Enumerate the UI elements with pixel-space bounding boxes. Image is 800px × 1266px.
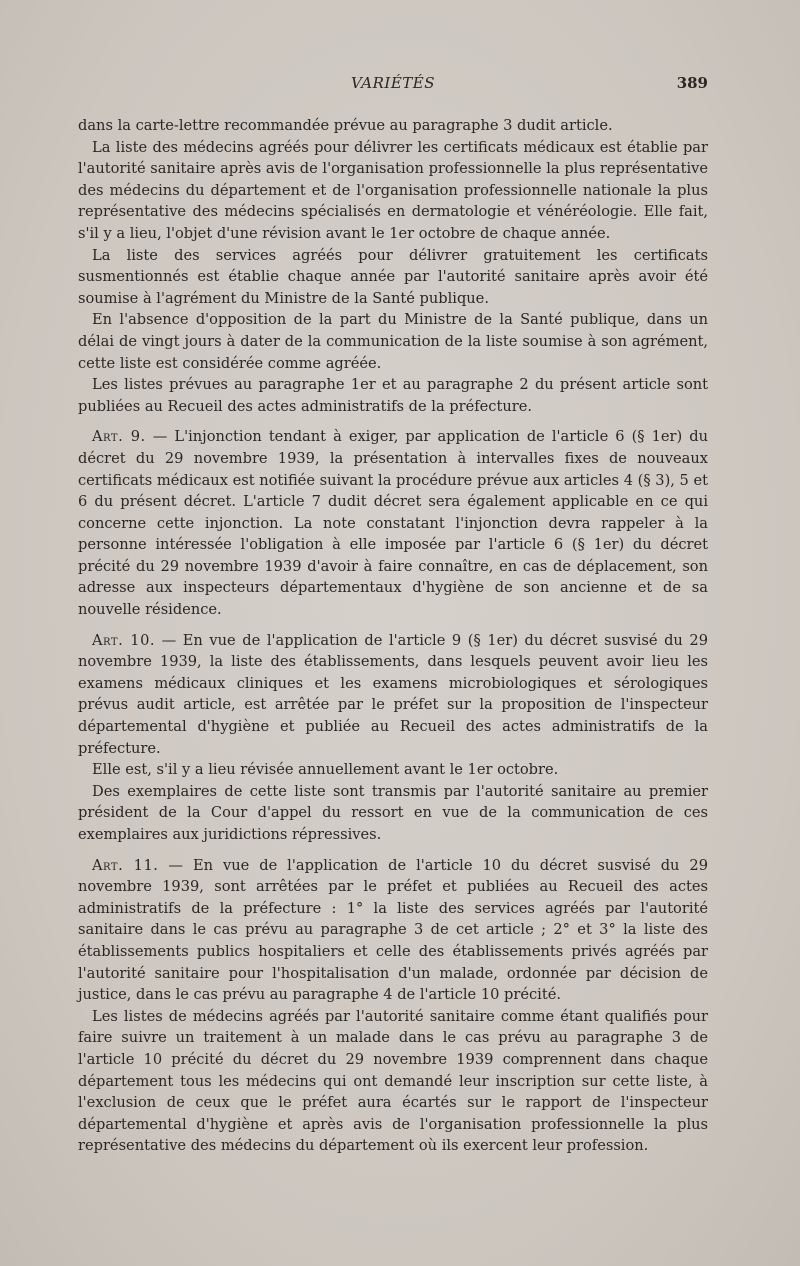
article-label: Art. 10. (92, 631, 155, 649)
page-header (78, 74, 708, 96)
paragraph-text: En l'absence d'opposition de la part du Ministre de la Santé publique, dans un délai de vingt jours à dater de la communication de la liste soumise à son agrément, cette liste est considérée comme agréée. (78, 311, 708, 372)
running-title: VARIÉTÉS (350, 74, 436, 92)
article-paragraph (78, 426, 708, 620)
article-paragraph (78, 855, 708, 1006)
paragraph-text: — L'injonction tendant à exiger, par application de l'article 6 (§ 1er) du décret du 29 novembre 1939, la présentation à intervalles fixes de nouveaux certificats médicaux est notifiée suivant la procédure prévue aux articles 4 (§ 3), 5 et 6 du présent décret. L'article 7 dudit décret sera également applicable en ce qui concerne cette injonction. La note constatant l'injonction devra rappeler à la personne intéressée l'obligation à elle imposée par l'article 6 (§ 1er) du décret précité du 29 novembre 1939 d'avoir à faire connaître, en cas de déplacement, son adresse aux inspecteurs départementaux d'hygiène de son ancienne et de sa nouvelle résidence. (78, 428, 709, 619)
paragraph-text: — En vue de l'application de l'article 9 (§ 1er) du décret susvisé du 29 novembre 1939, la liste des établissements, dans lesquels peuvent avoir lieu les examens médicaux cliniques et les examens microbiologiques et sérologiques prévus audit article, est arrêtée par le préfet sur la proposition de l'inspecteur départemental d'hygiène et publiée au Recueil des actes administratifs de la préfecture. (78, 631, 708, 757)
paragraph (78, 759, 708, 781)
article-paragraph (78, 630, 708, 760)
paragraph-text: Elle est, s'il y a lieu révisée annuellement avant le 1er octobre. (92, 761, 559, 779)
paragraph-text: Des exemplaires de cette liste sont transmis par l'autorité sanitaire au premier président de la Cour d'appel du ressort en vue de la communication de ces exemplaires aux juridictions répressives. (78, 782, 708, 843)
article-label: Art. 9. (92, 428, 146, 446)
paragraph-text: Les listes de médecins agréés par l'autorité sanitaire comme étant qualifiés pour faire suivre un traitement à un malade dans le cas prévu au paragraphe 3 de l'article 10 précité du décret du 29 novembre 1939 comprennent dans chaque département tous les médecins qui ont demandé leur inscription sur cette liste, à l'exclusion de ceux que le préfet aura écartés sur le rapport de l'inspecteur départemental d'hygiène et après avis de l'organisation professionnelle la plus représentative des médecins du département où ils exercent leur profession. (78, 1007, 708, 1155)
paragraph-text: La liste des services agréés pour délivrer gratuitement les certificats susmentionnés est établie chaque année par l'autorité sanitaire après avoir été soumise à l'agrément du Ministre de la Santé publique. (78, 246, 708, 307)
paragraph (78, 309, 708, 374)
paragraph (78, 115, 708, 137)
body-text (78, 115, 708, 1157)
paragraph-text: Les listes prévues au paragraphe 1er et au paragraphe 2 du présent article sont publiées au Recueil des actes administratifs de la préfecture. (78, 376, 708, 415)
paragraph-text: dans la carte-lettre recommandée prévue au paragraphe 3 dudit article. (78, 117, 613, 134)
page-number: 389 (676, 74, 708, 92)
paragraph (78, 374, 708, 417)
paragraph-text: La liste des médecins agréés pour délivrer les certificats médicaux est établie par l'autorité sanitaire après avis de l'organisation professionnelle la plus représentative des médecins du département et de l'organisation professionnelle nationale la plus représentative des médecins spécialisés en dermatologie et vénéréologie. Elle fait, s'il y a lieu, l'objet d'une révision avant le 1er octobre de chaque année. (78, 138, 708, 242)
paragraph (78, 137, 708, 245)
paragraph (78, 781, 708, 846)
paragraph-text: — En vue de l'application de l'article 10 du décret susvisé du 29 novembre 1939, sont arrêtées par le préfet et publiées au Recueil des actes administratifs de la préfecture : 1° la liste des services agréés par l'autorité sanitaire dans le cas prévu au paragraphe 3 de cet article ; 2° et 3° la liste des établissements publics hospitaliers et celle des établissements privés agréés par l'autorité sanitaire pour l'hospitalisation d'un malade, ordonnée par décision de justice, dans le cas prévu au paragraphe 4 de l'article 10 précité. (78, 856, 708, 1004)
paragraph (78, 1006, 708, 1157)
paragraph (78, 245, 708, 310)
article-label: Art. 11. (92, 856, 159, 874)
